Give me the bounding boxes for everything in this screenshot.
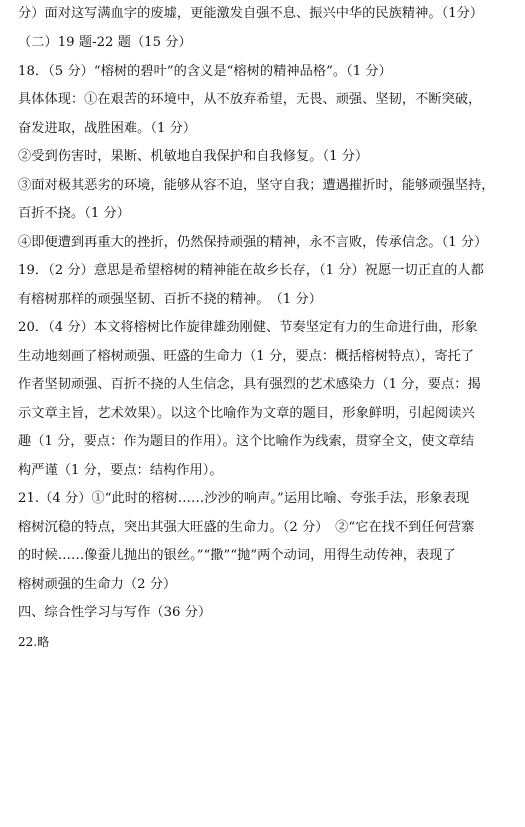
text-line: 榕树顽强的生命力（2 分） bbox=[18, 577, 177, 592]
answer-20-heading: 20．（4 分）本文将榕树比作旋律雄劲刚健、节奏坚定有力的生命进行曲，形象 bbox=[18, 320, 478, 335]
answer-21-heading: 21.（4 分）①“此时的榕树……沙沙的响声。”运用比喻、夸张手法，形象表现 bbox=[18, 491, 470, 506]
text-line: 分）面对这写满血字的废墟，更能激发自强不息、振兴中华的民族精神。（1分） bbox=[18, 6, 484, 21]
text-line: ②受到伤害时，果断、机敏地自我保护和自我修复。（1 分） bbox=[18, 149, 369, 164]
text-line: 榕树沉稳的特点，突出其强大旺盛的生命力。（2 分） ②“它在找不到任何营寨 bbox=[18, 520, 475, 535]
text-line: 百折不挠。（1 分） bbox=[18, 206, 130, 221]
answer-22-heading: 22.略 bbox=[18, 635, 50, 649]
text-line: 生动地刻画了榕树顽强、旺盛的生命力（1 分，要点：概括榕树特点），寄托了 bbox=[18, 349, 475, 364]
text-line: 趣（1 分，要点：作为题目的作用）。这个比喻作为线索，贯穿全文，使文章结 bbox=[18, 434, 475, 449]
text-line: 有榕树那样的顽强坚韧、百折不挠的精神。 （1 分） bbox=[18, 292, 322, 307]
text-line: ④即便遭到再重大的挫折，仍然保持顽强的精神，永不言败，传承信念。（1 分） bbox=[18, 235, 488, 250]
text-line: 具体体现：①在艰苦的环境中，从不放弃希望，无畏、顽强、坚韧，不断突破， bbox=[18, 92, 482, 107]
text-line: 构严谨（1 分，要点：结构作用）。 bbox=[18, 463, 223, 478]
text-line: 奋发进取，战胜困难。（1 分） bbox=[18, 121, 197, 136]
section-heading: 四、综合性学习与写作（36 分） bbox=[18, 605, 212, 620]
text-line: 示文章主旨，艺术效果）。以这个比喻作为文章的题目，形象鲜明，引起阅读兴 bbox=[18, 406, 475, 421]
text-line: 作者坚韧顽强、百折不挠的人生信念，具有强烈的艺术感染力（1 分，要点：揭 bbox=[18, 377, 481, 392]
text-line: 的时候……像蚕儿抛出的银丝。”“撒”“抛”两个动词，用得生动传神，表现了 bbox=[18, 548, 456, 563]
answer-18-heading: 18．（5 分）“榕树的碧叶”的含义是“榕树的精神品格”。（1 分） bbox=[18, 64, 392, 79]
section-heading: （二）19 题-22 题（15 分） bbox=[18, 35, 192, 50]
answer-19-heading: 19．（2 分）意思是希望榕树的精神能在故乡长存，（1 分）祝愿一切正直的人都 bbox=[18, 263, 484, 278]
text-line: ③面对极其恶劣的环境，能够从容不迫，坚守自我；遭遇摧折时，能够顽强坚持， bbox=[18, 178, 495, 193]
